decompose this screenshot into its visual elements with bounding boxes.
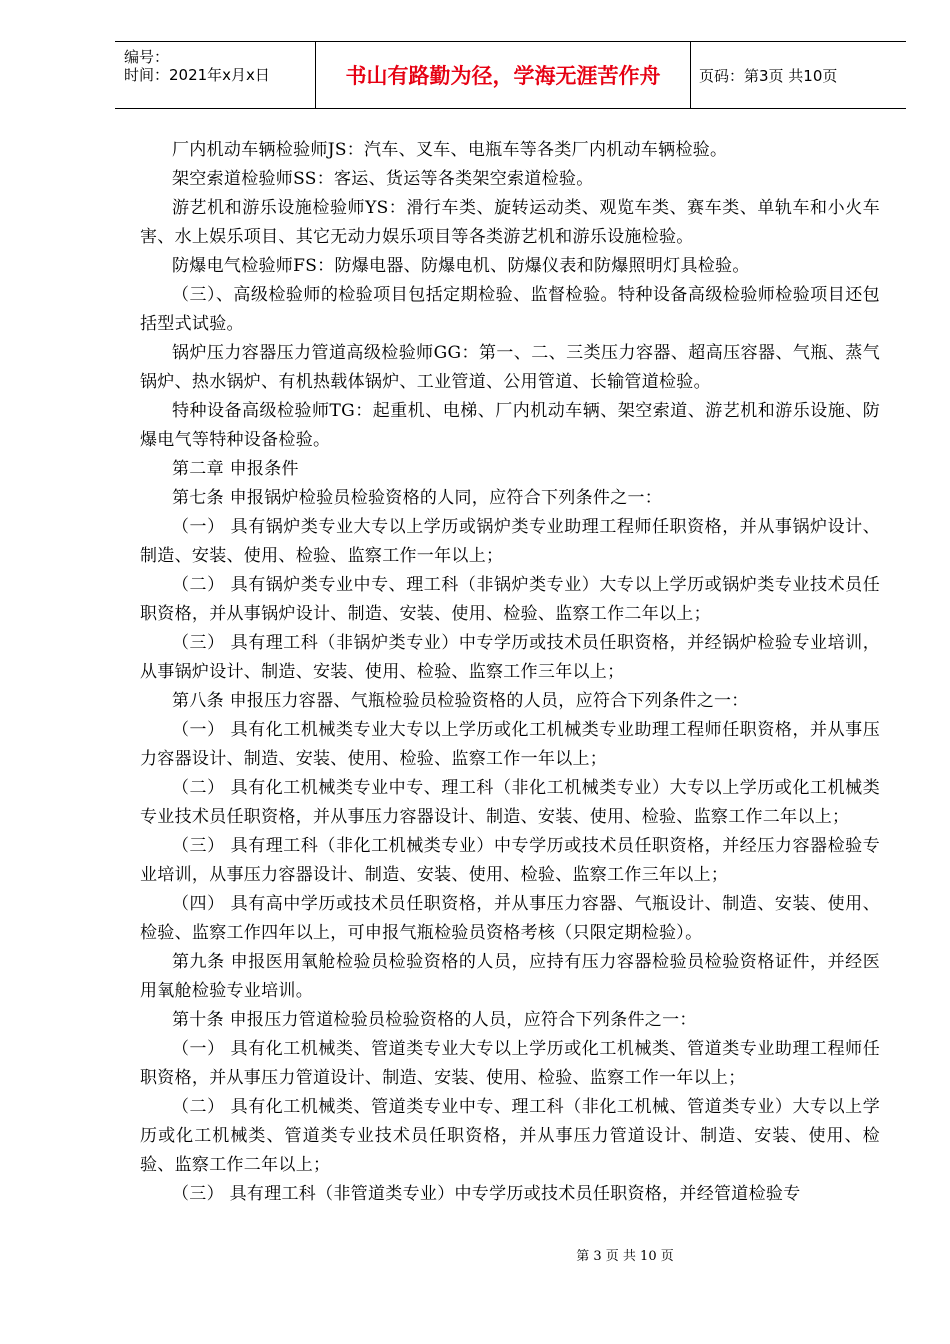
paragraph: （一） 具有化工机械类、管道类专业大专以上学历或化工机械类、管道类专业助理工程师任职资格，并从事压力管道设计、制造、安装、使用、检验、监察工作一年以上； (140, 1039, 880, 1088)
paragraph: （四） 具有高中学历或技术员任职资格，并从事压力容器、气瓶设计、制造、安装、使用、检验、监察工作四年以上，可申报气瓶检验员资格考核（只限定期检验）。 (140, 894, 880, 943)
paragraph: 厂内机动车辆检验师JS：汽车、叉车、电瓶车等各类厂内机动车辆检验。 (172, 140, 728, 160)
paragraph: 防爆电气检验师FS：防爆电器、防爆电机、防爆仪表和防爆照明灯具检验。 (172, 256, 750, 276)
article-heading: 第十条 申报压力管道检验员检验资格的人员，应符合下列条件之一： (172, 1010, 697, 1030)
paragraph: （二） 具有锅炉类专业中专、理工科（非锅炉类专业）大专以上学历或锅炉类专业技术员任职资格，并从事锅炉设计、制造、安装、使用、检验、监察工作二年以上； (140, 575, 880, 624)
paragraph: （一） 具有锅炉类专业大专以上学历或锅炉类专业助理工程师任职资格，并从事锅炉设计、制造、安装、使用、检验、监察工作一年以上； (140, 517, 880, 566)
paragraph: 架空索道检验师SS：客运、货运等各类架空索道检验。 (172, 169, 594, 189)
article-heading: 第八条 申报压力容器、气瓶检验员检验资格的人员，应符合下列条件之一： (172, 691, 749, 711)
header-motto: 书山有路勤为径，学海无涯苦作舟 (345, 64, 661, 88)
article-heading: 第七条 申报锅炉检验员检验资格的人同，应符合下列条件之一： (172, 488, 663, 508)
paragraph: （一） 具有化工机械类专业大专以上学历或化工机械类专业助理工程师任职资格，并从事压力容器设计、制造、安装、使用、检验、监察工作一年以上； (140, 720, 880, 769)
header-divider (690, 42, 691, 108)
header-meta (115, 42, 315, 108)
paragraph: 特种设备高级检验师TG：起重机、电梯、厂内机动车辆、架空索道、游艺机和游乐设施、防爆电气等特种设备检验。 (140, 401, 880, 450)
header-table (115, 41, 906, 109)
page-footer (0, 1245, 950, 1264)
paragraph: 锅炉压力容器压力管道高级检验师GG：第一、二、三类压力容器、超高压容器、气瓶、蒸气锅炉、热水锅炉、有机热载体锅炉、工业管道、公用管道、长输管道检验。 (140, 343, 880, 392)
paragraph: （三） 具有理工科（非化工机械类专业）中专学历或技术员任职资格，并经压力容器检验专业培训，从事压力容器设计、制造、安装、使用、检验、监察工作三年以上； (140, 836, 880, 885)
paragraph: （二） 具有化工机械类、管道类专业中专、理工科（非化工机械、管道类专业）大专以上学历或化工机械类、管道类专业技术员任职资格，并从事压力管道设计、制造、安装、使用、检验、监察工作二年以上； (140, 1097, 880, 1175)
paragraph: （二） 具有化工机械类专业中专、理工科（非化工机械类专业）大专以上学历或化工机械类专业技术员任职资格，并从事压力容器设计、制造、安装、使用、检验、监察工作二年以上； (140, 778, 880, 827)
paragraph: 游艺机和游乐设施检验师YS：滑行车类、旋转运动类、观览车类、赛车类、单轨车和小火车害、水上娱乐项目、其它无动力娱乐项目等各类游艺机和游乐设施检验。 (140, 198, 880, 247)
article-heading: 第九条 申报医用氧舱检验员检验资格的人员，应持有压力容器检验员检验资格证件，并经医用氧舱检验专业培训。 (140, 952, 880, 1001)
time-label: 时间：2021年x月x日 (124, 66, 270, 84)
header-page-info: 页码：第3页 共10页 (699, 66, 838, 85)
paragraph: （三） 具有理工科（非锅炉类专业）中专学历或技术员任职资格，并经锅炉检验专业培训，从事锅炉设计、制造、安装、使用、检验、监察工作三年以上； (140, 633, 880, 682)
paragraph: （三） 具有理工科（非管道类专业）中专学历或技术员任职资格，并经管道检验专 (172, 1184, 801, 1204)
paragraph: （三）、高级检验师的检验项目包括定期检验、监督检验。特种设备高级检验师检验项目还包括型式试验。 (140, 285, 880, 334)
chapter-heading: 第二章 申报条件 (172, 459, 299, 479)
page-number: 第 3 页 共 10 页 (576, 1249, 674, 1264)
document-body (140, 136, 880, 1209)
number-label: 编号： (124, 48, 170, 66)
